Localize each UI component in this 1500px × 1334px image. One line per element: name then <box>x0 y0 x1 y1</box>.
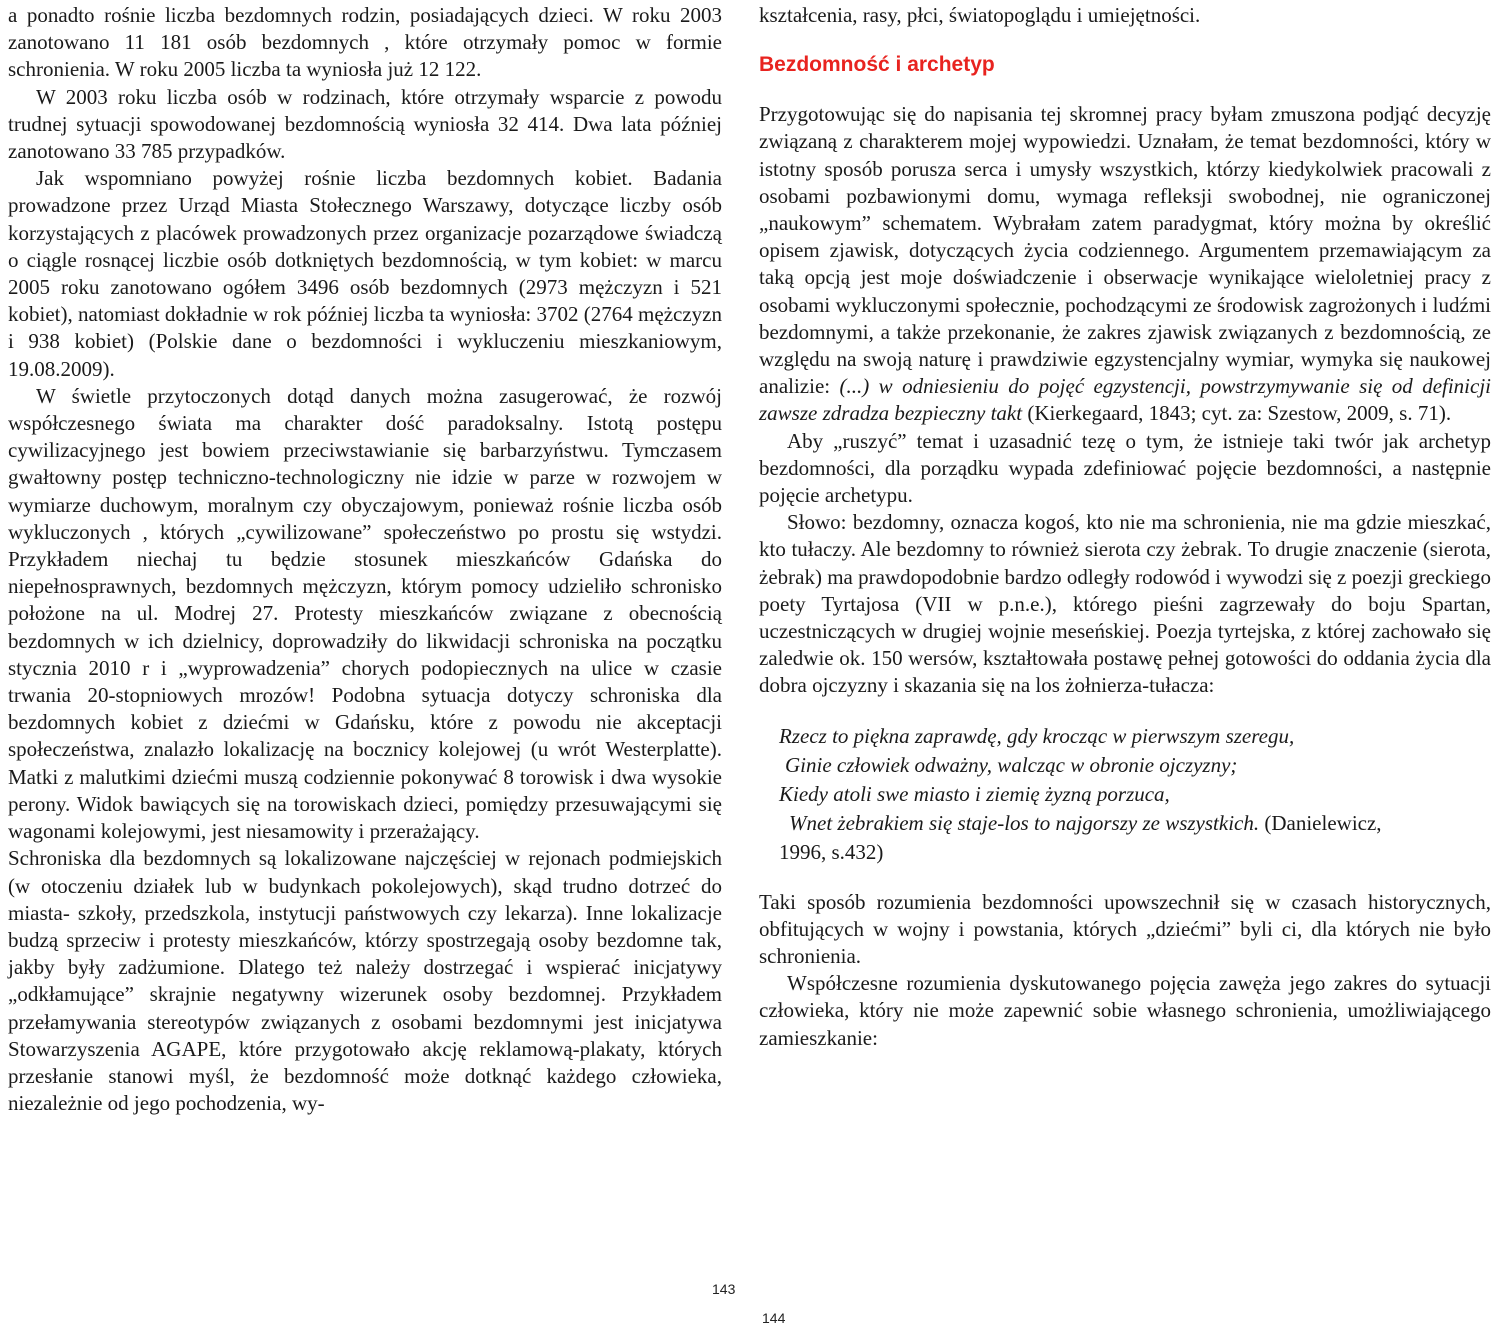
poem-line: Kiedy atoli swe miasto i ziemię żyzną porzuca, <box>779 781 1170 806</box>
poem-line-text: Wnet żebrakiem się staje-los to najgorszy ze wszystkich. <box>789 810 1260 835</box>
poem-citation-cont: 1996, s.432) <box>779 839 884 864</box>
paragraph: Taki sposób rozumienia bezdomności upowszechnił się w czasach historycznych, obfitujących w wojny i powstania, których „dziećmi” byli ci, dla których nie było schronienia. <box>759 889 1491 969</box>
paragraph <box>759 101 1491 427</box>
poem-quote <box>779 722 1491 867</box>
citation: (Kierkegaard, 1843; cyt. za: Szestow, 2009, s. 71). <box>1022 401 1452 426</box>
inline-quote: (...) w odniesieniu do pojęć egzystencji, powstrzymywanie się od definicji zawsze zdradza bezpieczny takt <box>759 374 1492 426</box>
page-number-left: 143 <box>712 1281 736 1297</box>
poem-line: Ginie człowiek odważny, walcząc w obronie ojczyzny; <box>785 752 1238 777</box>
paragraph: a ponadto rośnie liczba bezdomnych rodzin, posiadających dzieci. W roku 2003 zanotowano 11 181 osób bezdomnych , które otrzymały pomoc w formie schronienia. W roku 2005 liczba ta wyniosła już 12 122. <box>8 3 722 82</box>
paragraph: W 2003 roku liczba osób w rodzinach, które otrzymały wsparcie z powodu trudnej sytuacji spowodowanej bezdomnością wyniosła 32 414. Dwa lata później zanotowano 33 785 przypadków. <box>8 84 722 164</box>
continuation-line: kształcenia, rasy, płci, światopoglądu i umiejętności. <box>759 3 1201 27</box>
section-heading: Bezdomność i archetyp <box>759 53 995 77</box>
paragraph: Słowo: bezdomny, oznacza kogoś, kto nie ma schronienia, nie ma gdzie mieszkać, kto tułaczy. Ale bezdomny to również sierota czy żebrak. To drugie znaczenie (sierota, żebrak) ma prawdopodobnie bardzo odległy rodowód i wywodzi się z poezji greckiego poety Tyrtajosa (VII w p.n.e.), którego pieśni zagrzewały do boju Spartan, uczestniczących w drugiej wojnie meseńskiej. Poezja tyrtejska, z której zachowało się zaledwie ok. 150 wersów, kształtowała postawę pełnej gotowości do oddania życia dla dobra ojczyzny i skazania się na los żołnierza-tułacza: <box>759 510 1491 698</box>
paragraph: Współczesne rozumienia dyskutowanego pojęcia zawęża jego zakres do sytuacji człowieka, który nie może zapewnić sobie własnego schronienia, umożliwiającego zamieszkanie: <box>759 971 1491 1050</box>
paragraph: W świetle przytoczonych dotąd danych można zasugerować, że rozwój współczesnego świata ma charakter dość paradoksalny. Istotą postępu cywilizacyjnego jest bowiem przeciwstawianie się barbarzyństwu. Tymczasem gwałtowny postęp techniczno-technologiczny nie idzie w parze w rozwojem w wymiarze duchowym, moralnym czy obyczajowym, ponieważ rośnie liczba osób wykluczonych , których „cywilizowane” społeczeństwo po prostu się wstydzi. Przykładem niechaj tu będzie stosunek mieszkańców Gdańska do niepełnosprawnych, bezdomnych mężczyzn, którym pomocy udzieliło schronisko położone na ul. Modrej 27. Protesty mieszkańców związane z obecnością bezdomnych w ich dzielnicy, doprowadziły do likwidacji schroniska na początku stycznia 2010 r i „wyprowadzenia” chorych podopiecznych na ulice w czasie trwania 20-stopniowych mrozów! Podobna sytuacja dotyczy schroniska dla bezdomnych kobiet z dziećmi w Gdańsku, które z powodu nie akceptacji społeczeństwa, znalazło lokalizację na bocznicy kolejowej (u wrót Westerplatte). Matki z malutkimi dziećmi muszą codziennie pokonywać 8 torowisk i dwa wysokie perony. Widok bawiących się na torowiskach dzieci, pomiędzy przesuwającymi się wagonami kolejowymi, jest niesamowity i przerażający. <box>8 383 722 844</box>
paragraph: Jak wspomniano powyżej rośnie liczba bezdomnych kobiet. Badania prowadzone przez Urząd Miasta Stołecznego Warszawy, dotyczące liczby osób korzystających z placówek prowadzonych przez organizacje pozarządowe świadczą o ciągle rosnącej liczbie osób dotkniętych bezdomnością, w tym kobiet: w marcu 2005 roku zanotowano ogółem 3496 osób bezdomnych (2973 mężczyzn i 521 kobiet), natomiast dokładnie w rok później liczba ta wyniosła: 3702 (2764 mężczyzn i 938 kobiet) (Polskie dane o bezdomności i wykluczeniu mieszkaniowym, 19.08.2009). <box>8 166 722 381</box>
page-number-right: 144 <box>762 1310 786 1326</box>
poem-line: Rzecz to piękna zaprawdę, gdy krocząc w pierwszym szeregu, <box>779 723 1295 748</box>
poem-line <box>779 809 1491 838</box>
right-page-column <box>759 2 1491 1052</box>
poem-citation: (Danielewicz, <box>1259 810 1382 835</box>
paragraph-text: Przygotowując się do napisania tej skromnej pracy byłam zmuszona podjąć decyzję związaną z charakterem mojej wypowiedzi. Uznałam, że temat bezdomności, który w istotny sposób porusza serca i umysły wszystkich, którzy kiedykolwiek pracowali z osobami pozbawionymi domu, wymaga refleksji swobodnej, nie ograniczonej „naukowym” schematem. Wybrałam zatem paradygmat, który można by określić opisem zjawisk, dotyczących życia codziennego. Argumentem przemawiającym za taką opcją jest moje doświadczenie i obserwacje wynikające wieloletniej pracy z osobami wykluczonymi społecznie, pochodzącymi ze środowisk zagrożonych i ludźmi bezdomnymi, a także przekonanie, że zakres zjawisk związanych z bezdomnością, ze względu na swoją naturę i prawdziwie egzystencjalny wymiar, wymyka się naukowej analizie: <box>759 102 1491 399</box>
left-page-column <box>8 2 722 1117</box>
paragraph: Schroniska dla bezdomnych są lokalizowane najczęściej w rejonach podmiejskich (w otoczeniu działek lub w budynkach pokolejowych), skąd trudno dotrzeć do miasta- szkoły, przedszkola, instytucji państwowych czy lekarza). Inne lokalizacje budzą sprzeciw i protesty mieszkańców, którzy spostrzegają osoby bezdomne tak, jakby były zadżumione. Dlatego też należy dostrzegać i wspierać inicjatywy „odkłamujące” skrajnie negatywny wizerunek osoby bezdomnej. Przykładem przełamywania stereotypów związanych z osobami bezdomnymi jest inicjatywa Stowarzyszenia AGAPE, które przygotowało akcję reklamową-plakaty, których przesłanie stanowi myśl, że bezdomność może dotknąć każdego człowieka, niezależnie od jego pochodzenia, wy- <box>8 846 722 1116</box>
paragraph: Aby „ruszyć” temat i uzasadnić tezę o tym, że istnieje taki twór jak archetyp bezdomności, dla porządku wypada zdefiniować pojęcie bezdomności, a następnie pojęcie archetypu. <box>759 428 1491 508</box>
